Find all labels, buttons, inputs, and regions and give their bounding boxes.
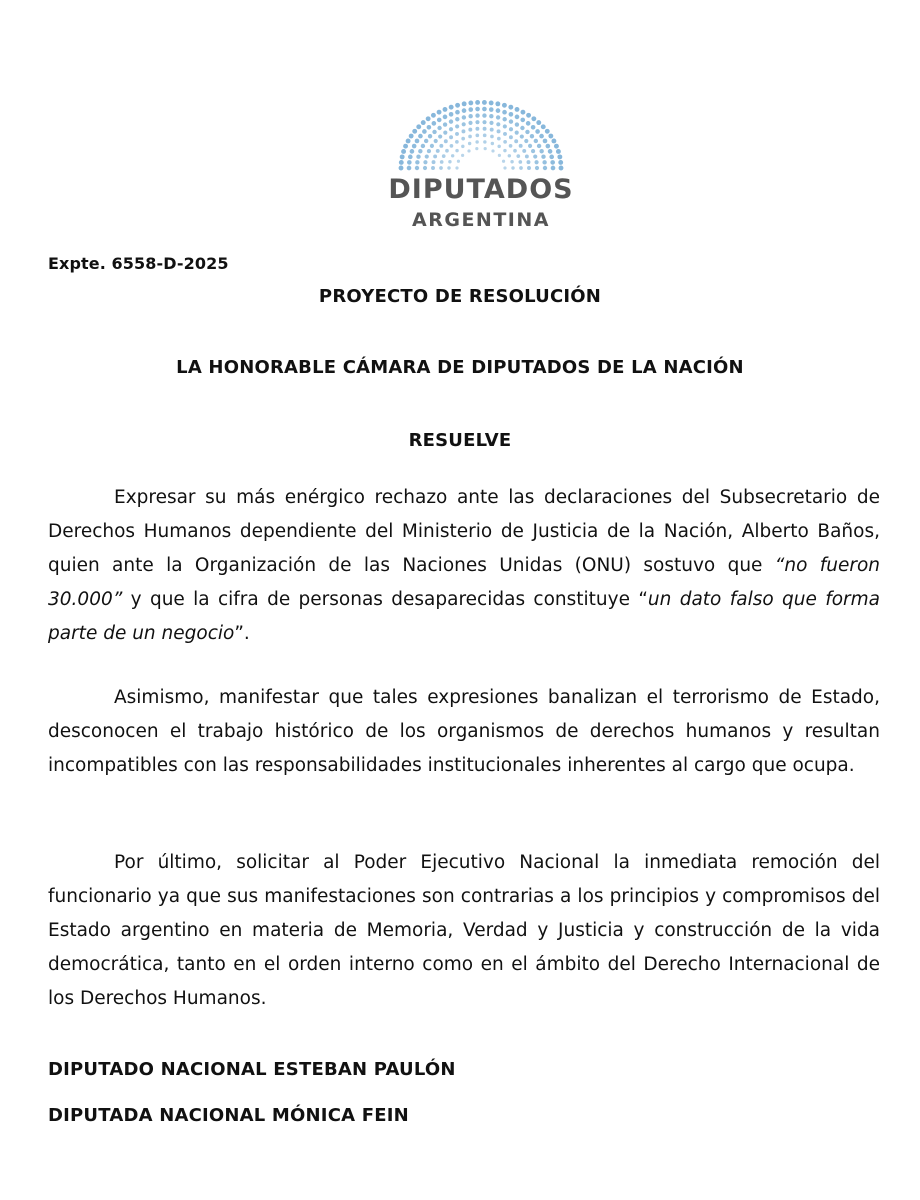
seat-dot [483, 134, 487, 138]
seat-dot [444, 139, 448, 143]
seat-dot [531, 149, 535, 153]
seat-dot [455, 117, 459, 121]
seat-dot [548, 134, 553, 139]
seat-dot [449, 105, 454, 110]
seat-dot [496, 108, 501, 113]
seat-dot [475, 147, 478, 150]
seat-dot [455, 110, 460, 115]
seat-dot [520, 134, 524, 138]
seat-dot [410, 149, 415, 154]
seat-dot [509, 127, 513, 131]
seat-dot [531, 125, 536, 130]
seat-dot [462, 129, 466, 133]
seat-dot [559, 166, 564, 171]
seat-dot [526, 113, 531, 118]
seat-dot [508, 105, 513, 110]
seat-dot [432, 121, 437, 126]
seat-dot [462, 115, 466, 119]
seat-dot [502, 160, 505, 163]
seat-dot [401, 149, 406, 154]
seat-dot [516, 154, 520, 158]
seat-dot [551, 139, 556, 144]
seat-dot [455, 140, 459, 144]
seat-dot [451, 154, 454, 157]
seat-dot [422, 129, 427, 134]
seat-dot [436, 149, 440, 153]
seat-dot [415, 139, 420, 144]
seat-dot [541, 124, 546, 129]
seat-dot [467, 149, 470, 152]
seat-dot [415, 166, 419, 170]
seat-dot [475, 134, 479, 138]
seat-dot [475, 113, 479, 117]
seat-dot [496, 122, 500, 126]
seat-dot [513, 149, 517, 153]
seat-dot [443, 115, 448, 120]
seat-dot [431, 166, 435, 170]
seat-dot [551, 166, 556, 171]
seat-dot [455, 103, 460, 108]
seat-dot [489, 107, 494, 112]
paragraph-text: y que la cifra de personas desaparecidas constituye “ [122, 589, 648, 610]
seat-dot [520, 126, 524, 130]
seat-dot [447, 166, 450, 169]
seat-dot [415, 160, 419, 164]
seat-dot [482, 100, 487, 105]
seat-dot [482, 113, 486, 117]
seat-dot [549, 155, 554, 160]
seat-dot [530, 134, 534, 138]
seat-dot [489, 114, 493, 118]
seat-dot [542, 160, 546, 164]
seat-dot [491, 149, 494, 152]
seat-dot [527, 166, 531, 170]
seat-dot [515, 115, 520, 120]
seat-dot [489, 100, 494, 105]
seat-dot [534, 160, 538, 164]
paragraph-text: Expresar su más enérgico rechazo ante las declaraciones del Subsecretario de Derechos Humanos dependiente del Ministerio de Justicia de la Nación, Alberto Baños, quien ante la Organización de las Naciones Unidas (ONU) sostuvo que [48, 487, 880, 576]
seat-dot [426, 116, 431, 121]
seat-dot [462, 108, 467, 113]
seat-dot [468, 114, 472, 118]
seat-dot [437, 118, 442, 123]
seat-dot [475, 140, 478, 143]
seat-dot [520, 118, 525, 123]
seat-dot [475, 120, 479, 124]
quote-dato-falso: un dato falso que forma parte de un negocio [48, 589, 880, 644]
seat-dot [399, 166, 404, 171]
logo-subtitle: ARGENTINA [412, 209, 550, 231]
seat-dot [468, 142, 471, 145]
seat-dot [482, 107, 487, 112]
seat-dot [535, 166, 539, 170]
seat-dot [440, 160, 444, 164]
seat-dot [556, 149, 561, 154]
seat-dot [483, 140, 486, 143]
diputados-logo [374, 84, 588, 244]
seat-dot [462, 101, 467, 106]
seat-dot [442, 154, 446, 158]
seat-dot [503, 132, 507, 136]
seat-dot [539, 149, 543, 153]
seat-dot [497, 145, 500, 148]
seat-dot [543, 139, 548, 144]
seat-dot [432, 130, 436, 134]
seat-dot [515, 131, 519, 135]
seat-dot [521, 110, 526, 115]
seat-dot [484, 147, 487, 150]
seat-dot [503, 124, 507, 128]
seat-dot [490, 135, 494, 139]
seat-dot [519, 144, 523, 148]
seat-dot [503, 166, 506, 169]
seat-dot [427, 149, 431, 153]
seat-dot [449, 112, 454, 117]
seat-dot [502, 117, 506, 121]
seat-dot [508, 154, 511, 157]
seat-dot [449, 127, 453, 131]
paragraph-rechazo [48, 481, 880, 651]
seat-dot [545, 129, 550, 134]
seat-dot [541, 155, 545, 159]
seat-dot [468, 135, 472, 139]
seat-dot [403, 144, 408, 149]
seat-dot [462, 122, 466, 126]
seat-dot [455, 166, 458, 169]
seat-dot [407, 166, 412, 171]
seat-dot [455, 149, 458, 152]
paragraph-text: ”. [234, 623, 250, 644]
seat-dot [408, 155, 413, 160]
seat-dot [443, 131, 447, 135]
seat-dot [400, 154, 405, 159]
seat-dot [502, 110, 507, 115]
seat-dot [503, 149, 506, 152]
seat-dot [554, 144, 559, 149]
seat-dot [399, 160, 404, 165]
seat-dot [537, 144, 541, 148]
seat-dot [509, 135, 513, 139]
resuelve-heading: RESUELVE [408, 430, 512, 451]
seat-dot [475, 100, 480, 105]
seat-dot [522, 149, 526, 153]
seat-dot [546, 144, 551, 149]
signer-1: DIPUTADO NACIONAL ESTEBAN PAULÓN [48, 1059, 456, 1080]
seat-dot [515, 107, 520, 112]
logo-title: DIPUTADOS [388, 174, 574, 205]
seat-dot [525, 154, 529, 158]
seat-dot [531, 116, 536, 121]
seat-dot [518, 160, 522, 164]
hemicycle-seats-icon [399, 100, 564, 170]
seat-dot [534, 139, 538, 143]
seat-dot [430, 144, 434, 148]
seat-dot [431, 113, 436, 118]
seat-dot [406, 139, 411, 144]
seat-dot [491, 142, 494, 145]
seat-dot [449, 119, 453, 123]
seat-dot [511, 166, 514, 169]
seat-dot [514, 139, 518, 143]
seat-dot [509, 119, 513, 123]
seat-dot [539, 134, 544, 139]
seat-dot [423, 160, 427, 164]
seat-dot [496, 115, 500, 119]
seat-dot [498, 154, 501, 157]
seat-dot [515, 122, 519, 126]
seat-dot [457, 160, 460, 163]
seat-dot [490, 128, 494, 132]
seat-dot [509, 112, 514, 117]
seat-dot [418, 149, 422, 153]
seat-dot [497, 137, 501, 141]
proyecto-heading: PROYECTO DE RESOLUCIÓN [318, 286, 602, 307]
seat-dot [432, 160, 436, 164]
seat-dot [525, 130, 529, 134]
seat-dot [468, 121, 472, 125]
seat-dot [475, 107, 480, 112]
seat-dot [510, 160, 513, 163]
seat-dot [550, 160, 555, 165]
seat-dot [483, 127, 487, 131]
seat-dot [536, 120, 541, 125]
paragraph-por-ultimo: Por último, solicitar al Poder Ejecutivo Nacional la inmediata remoción del funcionario ya que sus manifestaciones son contrarias a los principios y compromisos del Estado argentino en materia de Memoria, Verdad y Justicia y construcción de la vida democrática, tanto en el orden interno como en el ámbito del Derecho Internacional de los Derechos Humanos. [48, 852, 880, 1009]
seat-dot [421, 144, 425, 148]
seat-dot [524, 139, 528, 143]
seat-dot [475, 127, 479, 131]
seat-dot [557, 154, 562, 159]
seat-dot [543, 166, 547, 170]
seat-dot [455, 124, 459, 128]
seat-dot [449, 135, 453, 139]
seat-dot [448, 160, 451, 163]
seat-dot [407, 160, 412, 165]
seat-dot [495, 101, 500, 106]
seat-dot [533, 155, 537, 159]
seat-dot [461, 137, 465, 141]
seat-dot [423, 166, 427, 170]
seat-dot [433, 154, 437, 158]
seat-dot [425, 155, 429, 159]
seat-dot [445, 149, 449, 153]
seat-dot [535, 129, 540, 134]
seat-dot [526, 121, 531, 126]
seat-dot [548, 149, 553, 154]
seat-dot [416, 124, 421, 129]
seat-dot [450, 144, 454, 148]
seat-dot [497, 129, 501, 133]
seat-dot [438, 134, 442, 138]
seat-dot [527, 160, 531, 164]
seat-dot [437, 126, 441, 130]
seat-dot [482, 120, 486, 124]
seat-dot [409, 134, 414, 139]
seat-dot [558, 160, 563, 165]
seat-dot [418, 134, 423, 139]
seat-dot [443, 107, 448, 112]
seat-dot [427, 125, 432, 130]
seat-dot [421, 120, 426, 125]
seat-dot [461, 145, 464, 148]
seat-dot [434, 139, 438, 143]
seat-dot [412, 144, 417, 149]
seat-dot [468, 128, 472, 132]
seat-dot [528, 144, 532, 148]
seat-dot [416, 155, 420, 159]
seat-dot [412, 129, 417, 134]
seat-dot [509, 144, 513, 148]
signer-2: DIPUTADA NACIONAL MÓNICA FEIN [48, 1105, 409, 1126]
hemicycle-logo-graphic [374, 84, 588, 244]
seat-dot [443, 122, 447, 126]
seat-dot [519, 166, 523, 170]
seat-dot [468, 107, 473, 112]
seat-dot [439, 144, 443, 148]
seat-dot [424, 139, 428, 143]
seat-dot [428, 134, 432, 138]
seat-dot [489, 121, 493, 125]
seat-dot [502, 103, 507, 108]
seat-dot [461, 154, 464, 157]
camara-heading: LA HONORABLE CÁMARA DE DIPUTADOS DE LA NACIÓN [176, 357, 744, 378]
paragraph-asimismo: Asimismo, manifestar que tales expresiones banalizan el terrorismo de Estado, desconocen el trabajo histórico de los organismos de derechos humanos y resultan incompatibles con las responsabilidades institucionales inherentes al cargo que ocupa. [48, 687, 880, 776]
seat-dot [468, 100, 473, 105]
seat-dot [437, 110, 442, 115]
seat-dot [455, 132, 459, 136]
quote-no-fueron: “no fueron 30.000” [48, 555, 880, 610]
seat-dot [439, 166, 443, 170]
expediente-number: Expte. 6558-D-2025 [48, 254, 229, 273]
seat-dot [503, 140, 507, 144]
